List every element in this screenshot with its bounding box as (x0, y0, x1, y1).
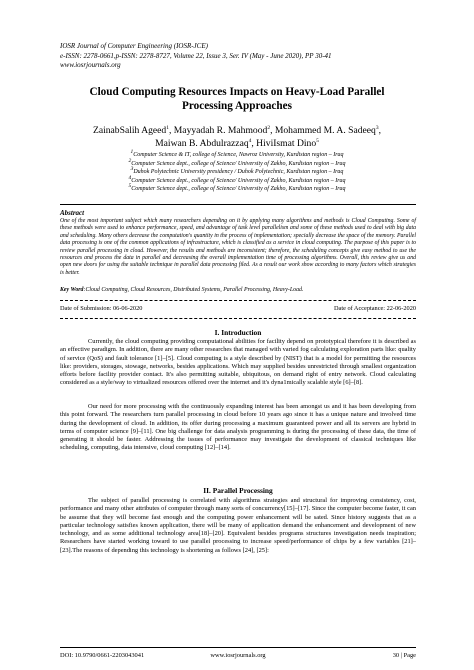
section-heading-parallel-processing: II. Parallel Processing (203, 486, 273, 495)
author-affil-num: 5 (316, 137, 319, 144)
divider-dates-top (60, 300, 416, 301)
affiliation-num: 3 (130, 166, 134, 173)
divider-footer (60, 647, 416, 648)
author-affil-num: 3 (375, 124, 379, 131)
paragraph-text: Our need for more processing with the continuously expanding interest has been amongst us and it has been developing from this point forward. The researchers turn parallel processing in cloud before 10 years ago since it has a unique nature and involved time during the development of cloud. In addition, its offer during processing a maximum guaranteed power and all its servers are hybrid in terms of computer science [9]–[11]. One big challenge for data analysis programming is during the processing of these data, the time of generating it should be faster. Addressing the issues of performance may investigate the development of classical techniques like scheduling, computing, data intensive, cloud computing [12]–[14]. (60, 403, 416, 452)
affiliation-list (60, 151, 414, 194)
keywords (60, 287, 416, 293)
author-name: , Mohammed M. A. Sadeeq (270, 125, 376, 136)
intro-paragraph-1 (60, 338, 416, 388)
paragraph-text: The subject of parallel processing is correlated with algorithms strategies and structural for improving consistency, cost, performance and many other attributes of computer through many sorts of concurrency[15]–[17]. Since the computer become faster, it can be assume that they will become fast enough and the computing power enhancement will be sated. Since history suggests that as a particular technology satisfies known application, there will be many of application demand the enhancement and development of new technology, and as some additional technology area[18]–[20]. Equivalent besides programs structures investigation needs inspiration; Researchers have started working toward to use parallel processing to increase speed/performance of chips by a few variables [21]–[23].The reasons of depending this technology is shortening as follows [24], [25]: (60, 497, 416, 554)
author-affil-num: 2 (267, 124, 271, 131)
affiliation-item (60, 157, 414, 169)
divider-dates-bottom (60, 318, 416, 319)
author-line-1 (30, 125, 444, 138)
footer-page-number: 30 | Page (392, 652, 416, 659)
date-of-submission: Date of Submission: 06-06-2020 (60, 305, 143, 312)
journal-name: IOSR Journal of Computer Engineering (IOSR-JCE) (60, 42, 208, 50)
paper-title (40, 85, 434, 113)
date-of-acceptance: Date of Acceptance: 22-06-2020 (333, 305, 416, 312)
author-separator: , (378, 125, 382, 136)
author-name: , HiviIsmat Dino (251, 137, 317, 149)
paper-title-line-1: Cloud Computing Resources Impacts on Heavy-Load Parallel (89, 86, 385, 98)
author-name: ZainabSalih Ageed (92, 125, 167, 136)
affiliation-item (60, 168, 414, 177)
author-name: , Mayyadah R. Mahmood (168, 125, 268, 136)
abstract-text: One of the most important subject which many researchers depending on it by applying many algorithms and methods is Cloud Computing. Some of these methods were used to enhance performance, speed, and advantage of task level parallelism and some of these methods used to deal with big data and scheduling. Many others decrease the computation's quantity in the process of implementation; specially decrease the space of the memory. Parallel data processing is one of the common applications of infrastructure, which is classified as a service in cloud computing. The purpose of this paper is to review parallel processing in cloud. However, the results and methods are inconsistent; therefore, the scheduling concepts give easy method to use the resources and process the data in parallel and decreasing the overall implementation time of processing algorithms. Overall, this review give us and open new doors for using the suitable technique in parallel data processing filed. As a result our work show according to many factors which strategies is better. (60, 218, 416, 276)
affiliation-text: Duhok Polytechnic University presidency / Duhok Polytechnic, Kurdistan region – Iraq (133, 169, 344, 176)
affiliation-text: Computer Science dept., college of Science/ University of Zakho, Kurdistan region – Iraq (131, 186, 346, 193)
author-affil-num: 1 (166, 124, 169, 131)
paragraph-text: Currently, the cloud computing providing computational abilities for facility depend on prototypical therefore it is described as an effective paradigm. In addition, there are many other researches that managed with varied fog calculating exploration parts like: quality of service (QoS) and fault tolerance [1]–[5]. Cloud computing is a style described by (NIST) that is a model for permitting the resources like: providers, storages, stowage, networks, besides applications. Which may supplied besides unrestricted through smallest organization efforts before facility provider contact. It's also permitting suitable, ubiquitous, on demand right of entry network. Cloud calculating considered as a style/way to virtualized resources offered over the internet and it's dyna1mically scalable style [6]–[8]. (60, 338, 416, 387)
footer-doi: DOI: 10.9790/0661-2203043041 (60, 652, 145, 659)
journal-website: www.iosrjournals.org (60, 61, 121, 69)
affiliation-text: Computer Science & IT, college of Science, Nawroz University, Kurdistan region – Iraq (133, 152, 344, 158)
journal-issn-volume: e-ISSN: 2278-0661,p-ISSN: 2278-8727, Volume 22, Issue 3, Ser. IV (May - June 2020), PP 30-41 (60, 51, 332, 60)
paper-title-line-2: Processing Approaches (182, 100, 292, 112)
divider-top (60, 204, 416, 205)
journal-header (60, 42, 430, 71)
author-line-2 (30, 138, 444, 151)
intro-paragraph-2 (60, 403, 416, 453)
parallel-paragraph-1 (60, 497, 416, 555)
keywords-text: :Cloud Computing, Cloud Resources, Distributed Systems, Parallel Processing, Heavy-Load. (83, 287, 304, 293)
affiliation-num: 4 (128, 174, 132, 181)
author-name: Maiwan B. Abdulrazzaq (155, 137, 249, 149)
author-affil-num: 4 (248, 137, 252, 144)
affiliation-text: Computer Science dept., college of Science/ University of Zakho, Kurdistan region – Iraq (131, 160, 346, 167)
affiliation-num: 1 (130, 149, 134, 155)
section-heading-introduction: I. Introduction (214, 328, 262, 337)
affiliation-text: Computer Science dept., college of Science/ University of Zakho, Kurdistan region – Iraq (131, 177, 346, 184)
abstract-heading: Abstract (60, 209, 85, 217)
footer-website: www.iosrjournals.org (210, 652, 266, 659)
author-list (30, 125, 444, 150)
affiliation-item (60, 151, 414, 160)
affiliation-num: 5 (128, 183, 132, 190)
keywords-label: Key Word (60, 287, 84, 293)
affiliation-num: 2 (128, 157, 132, 164)
affiliation-item (60, 185, 414, 194)
affiliation-item (60, 174, 414, 186)
